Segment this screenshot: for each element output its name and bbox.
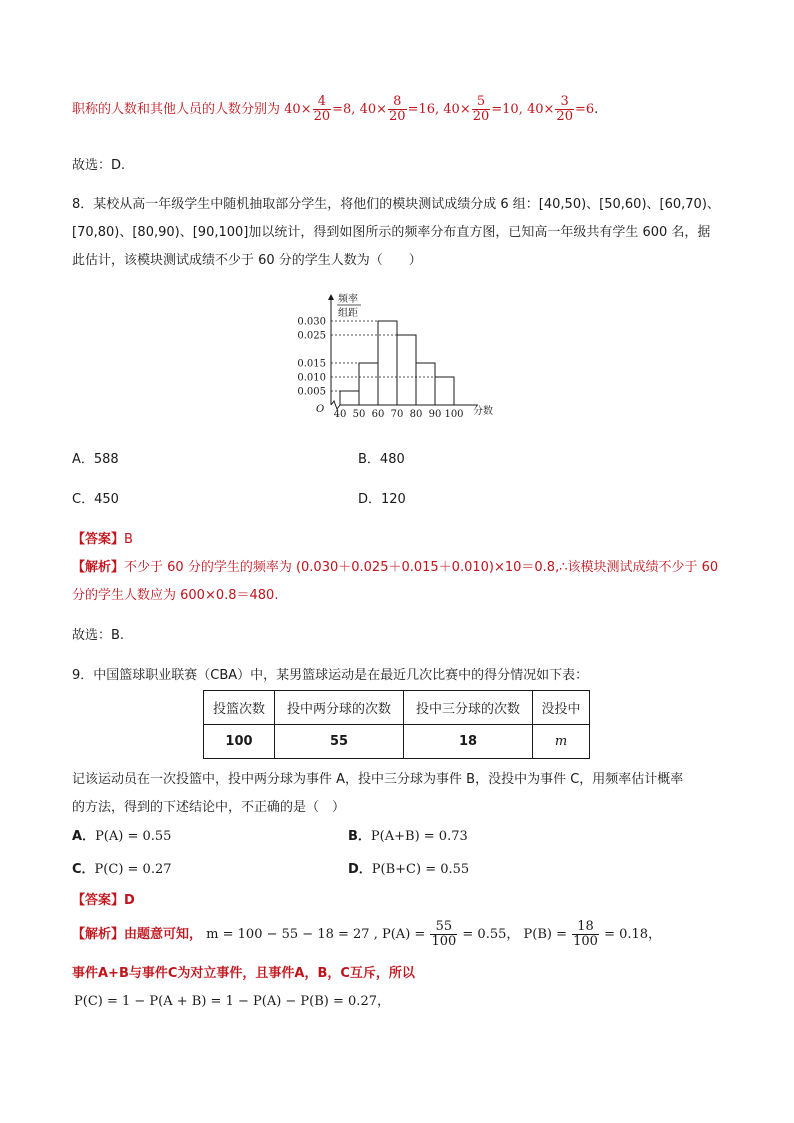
- analysis-text: 由题意可知，: [124, 927, 203, 942]
- q9-analysis-line1: [72, 920, 661, 949]
- option-label: D．: [348, 862, 372, 877]
- option-text: P(B+C) = 0.55: [371, 862, 470, 877]
- q9-answer: [72, 889, 135, 908]
- axis-break-icon: [331, 401, 340, 409]
- option-label: C．: [72, 862, 95, 877]
- analysis-pa: P(A) = $\frac{55}{100}$ = 0.55，: [381, 919, 520, 949]
- option-label: A．: [72, 829, 96, 844]
- table-header-row: [204, 691, 590, 725]
- q9-option-d[interactable]: [348, 858, 469, 877]
- x-tick-label: 50: [352, 409, 366, 420]
- histogram-bar: [378, 321, 397, 405]
- q8-option-c[interactable]: C．450: [72, 492, 119, 507]
- table-header: 没投中: [533, 691, 590, 725]
- option-text: P(A+B) = 0.73: [370, 829, 468, 844]
- histogram-bar: [416, 363, 435, 405]
- option-text: P(C) = 0.27: [94, 862, 172, 877]
- table-cell: 100: [204, 725, 275, 759]
- q8-option-d[interactable]: D．120: [358, 492, 406, 507]
- q9-analysis-line3: P(C) = 1 − P(A + B) = 1 − P(A) − P(B) = 0.27，: [74, 994, 390, 1009]
- x-tick-label: 80: [409, 409, 423, 420]
- y-tick-label: 0.015: [297, 358, 326, 370]
- analysis-tag: 【解析】: [72, 927, 125, 942]
- q8-answer: [72, 528, 133, 547]
- histogram-bar: [359, 363, 378, 405]
- y-tick-label: 0.030: [297, 316, 326, 328]
- y-tick-label: 0.010: [297, 372, 326, 384]
- y-tick-label: 0.005: [297, 386, 326, 398]
- x-tick-label: 100: [444, 409, 464, 420]
- analysis-text: 不少于 60 分的学生的频率为 (0.030＋0.025＋0.015＋0.010)×10＝0.8,∴该模块测试成绩不少于 60: [124, 560, 719, 575]
- q8-analysis-line1: [72, 556, 718, 575]
- table-cell: 18: [404, 725, 533, 759]
- analysis-tag: 【解析】: [72, 560, 125, 575]
- table-header: 投中两分球的次数: [275, 691, 404, 725]
- x-tick-label: 90: [428, 409, 442, 420]
- table-row: [204, 725, 590, 759]
- x-tick-label: 60: [371, 409, 385, 420]
- analysis-pb: P(B) = $\frac{18}{100}$ = 0.18，: [523, 919, 662, 949]
- option-text: P(A) = 0.55: [95, 829, 172, 844]
- histogram-bar: [435, 377, 454, 405]
- histogram-bar: [397, 335, 416, 405]
- q9-line3: 的方法，得到的下述结论中，不正确的是（ ）: [72, 800, 346, 815]
- q9-option-c[interactable]: [72, 858, 172, 877]
- table-header: 投篮次数: [204, 691, 275, 725]
- y-label-top: 频率: [338, 294, 358, 305]
- fraction-expr-2: 40× $\frac{8}{20}$ =16,: [359, 94, 440, 124]
- q8-analysis-line2: 分的学生人数应为 600×0.8＝480.: [72, 588, 279, 603]
- answer-value: B: [124, 532, 133, 547]
- q9-line2: 记该运动员在一次投篮中，投中两分球为事件 A，投中三分球为事件 B，没投中为事件 C，用频率估计概率: [72, 772, 684, 787]
- answer-tag: 【答案】: [72, 532, 125, 547]
- x-axis-label: 分数: [473, 406, 493, 417]
- y-label-bottom: 组距: [338, 308, 358, 319]
- fraction-expr-3: 40× $\frac{5}{20}$ =10,: [443, 94, 523, 124]
- x-tick-label: 70: [390, 409, 404, 420]
- q9-option-a[interactable]: [72, 825, 171, 844]
- table-cell: m: [533, 725, 590, 759]
- intro-choose: 故选：D.: [72, 158, 126, 173]
- origin-label: O: [316, 404, 325, 415]
- intro-text: 职称的人数和其他人员的人数分别为: [72, 102, 281, 117]
- fraction-expr-4: 40× $\frac{3}{20}$ =6: [526, 94, 595, 124]
- q9-option-b[interactable]: [348, 825, 468, 844]
- stats-table: [203, 690, 590, 759]
- intro-line: [72, 95, 598, 124]
- option-label: B．: [348, 829, 371, 844]
- y-axis-arrow-icon: [328, 294, 334, 300]
- table-cell: 55: [275, 725, 404, 759]
- q8-line3: 此估计，该模块测试成绩不少于 60 分的学生人数为（ ）: [72, 253, 422, 268]
- q9-line1: 9．中国篮球职业联赛（CBA）中，某男篮球运动是在最近几次比赛中的得分情况如下表：: [72, 668, 589, 683]
- table-header: 投中三分球的次数: [404, 691, 533, 725]
- q8-option-a[interactable]: A．588: [72, 452, 119, 467]
- histogram-chart: [288, 290, 508, 425]
- answer-tag: 【答案】: [72, 893, 125, 908]
- x-tick-label: 40: [333, 409, 347, 420]
- analysis-m: m = 100 − 55 − 18 = 27 ,: [206, 927, 378, 942]
- q9-analysis-line2: 事件A+B与事件C为对立事件，且事件A，B，C互斥，所以: [72, 966, 415, 981]
- y-tick-label: 0.025: [297, 330, 326, 342]
- q8-line2: [70,80)、[80,90)、[90,100]加以统计，得到如图所示的频率分布直方图，已知高一年级共有学生 600 名，据: [72, 225, 711, 240]
- fraction-expr-1: 40× $\frac{4}{20}$ =8,: [284, 94, 356, 124]
- q8-line1: 8．某校从高一年级学生中随机抽取部分学生，将他们的模块测试成绩分成 6 组：[40,50)、[50,60)、[60,70)、: [72, 197, 720, 212]
- q8-option-b[interactable]: B．480: [358, 452, 405, 467]
- answer-value: D: [124, 893, 135, 908]
- intro-end: .: [594, 102, 599, 117]
- q8-choose: 故选：B.: [72, 628, 125, 643]
- histogram-bar: [340, 391, 359, 405]
